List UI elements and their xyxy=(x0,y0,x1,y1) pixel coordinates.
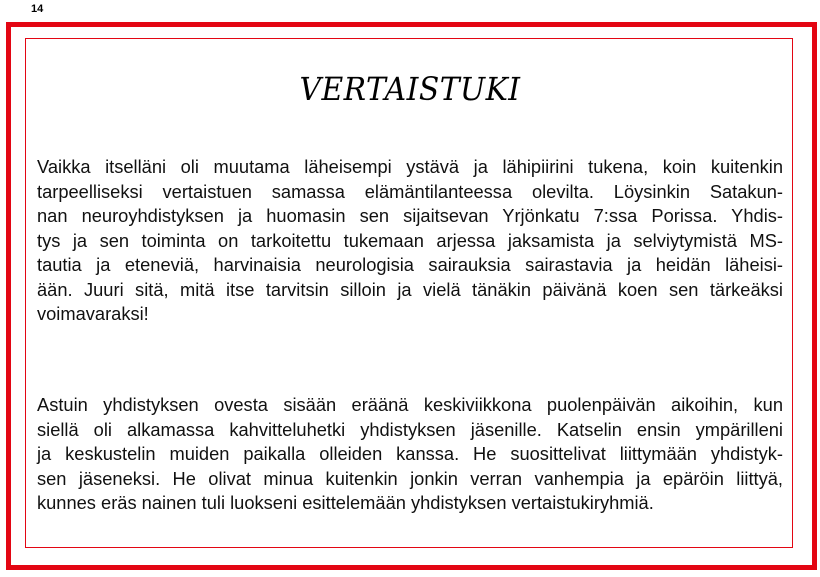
paragraph-2 xyxy=(37,393,783,516)
paragraph-line: ään. Juuri sitä, mitä itse tarvitsin silloin ja vielä tänäkin päivänä koen sen tärkeäksi xyxy=(37,278,783,300)
paragraph-line: Astuin yhdistyksen ovesta sisään eräänä keskiviikkona puolenpäivän aikoihin, kun xyxy=(37,394,783,415)
paragraph-line: tys ja sen toiminta on tarkoitettu tukemaan arjessa jaksamista ja selviytymistä MS- xyxy=(37,229,783,251)
paragraph-line: sen jäseneksi. He olivat minua kuitenkin jonkin verran vanhempia ja epäröin liittyä, xyxy=(37,467,783,489)
paragraph-line: Vaikka itselläni oli muutama läheisempi ystävä ja lähipiirini tukena, koin kuitenkin xyxy=(37,156,783,177)
paragraph-line: nan neuroyhdistyksen ja huomasin sen sijaitsevan Yrjönkatu 7:ssa Porissa. Yhdis- xyxy=(37,205,783,226)
paragraph-1 xyxy=(37,155,783,327)
paragraph-line: siellä oli alkamassa kahvitteluhetki yhdistyksen jäsenille. Katselin ensin ympärilleni xyxy=(37,418,783,440)
paragraph-line: tautia ja eteneviä, harvinaisia neurologisia sairauksia sairastavia ja heidän läheisi- xyxy=(37,254,783,275)
paragraph-line: tarpeelliseksi vertaistuen samassa elämäntilanteessa olevilta. Löysinkin Satakun- xyxy=(37,180,783,202)
page-title: VERTAISTUKI xyxy=(299,70,521,108)
paragraph-line: kunnes eräs nainen tuli luokseni esittelemään yhdistyksen vertaistukiryhmiä. xyxy=(37,492,654,513)
paragraph-line: ja keskustelin muiden paikalla olleiden kanssa. He suosittelivat liittymään yhdistyk- xyxy=(37,443,783,464)
paragraph-line: voimavaraksi! xyxy=(37,303,149,324)
page-number: 14 xyxy=(31,3,44,15)
